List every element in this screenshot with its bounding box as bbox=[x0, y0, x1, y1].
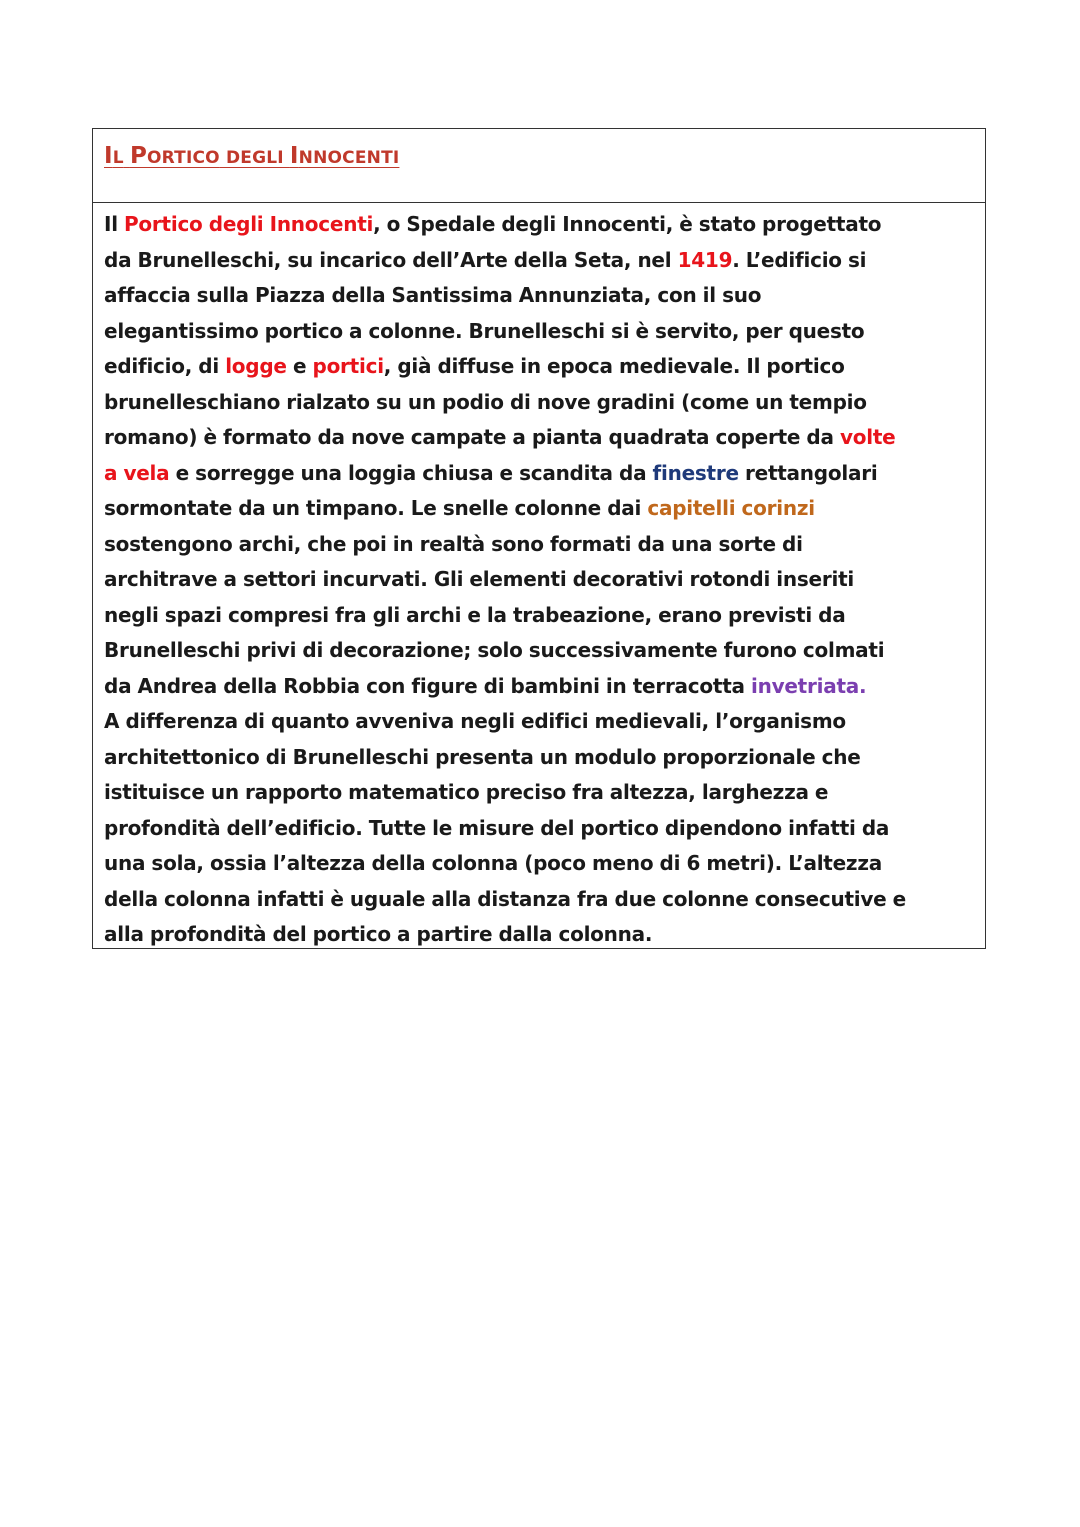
text-line: architrave a settori incurvati. Gli elementi decorativi rotondi inseriti bbox=[104, 567, 855, 591]
text-span: , già diffuse in epoca medievale. Il portico bbox=[383, 354, 845, 378]
text-span: e sorregge una loggia chiusa e scandita da bbox=[169, 460, 653, 485]
highlight-volte: volte bbox=[839, 425, 896, 449]
document-table bbox=[92, 128, 986, 949]
text-span: da Brunelleschi, su incarico dell’Arte della Seta, nel bbox=[104, 247, 678, 272]
title-degli: DEGLI bbox=[219, 148, 290, 168]
text-span: Il bbox=[104, 212, 125, 236]
text-line: architettonico di Brunelleschi presenta un modulo proporzionale che bbox=[104, 744, 861, 769]
text-line: negli spazi compresi fra gli archi e la trabeazione, erano previsti da bbox=[104, 602, 846, 627]
text-line: elegantissimo portico a colonne. Brunelleschi si è servito, per questo bbox=[104, 318, 865, 343]
text-span: . bbox=[859, 673, 867, 698]
text-line: una sola, ossia l’altezza della colonna (poco meno di 6 metri). L’altezza bbox=[104, 851, 882, 875]
highlight-invetriata: invetriata bbox=[750, 673, 860, 698]
text-line bbox=[104, 491, 979, 527]
text-span: edificio, di bbox=[104, 354, 226, 378]
text-line: sostengono archi, che poi in realtà sono formati da una sorte di bbox=[104, 531, 803, 556]
title-initial-i2: I bbox=[289, 143, 299, 169]
text-span: sormontate da un timpano. Le snelle colonne dai bbox=[104, 496, 648, 520]
highlight-finestre: finestre bbox=[652, 460, 739, 485]
text-line bbox=[104, 420, 979, 456]
text-line bbox=[104, 349, 979, 385]
text-line: istituisce un rapporto matematico preciso fra altezza, larghezza e bbox=[104, 780, 829, 804]
text-line bbox=[104, 669, 979, 705]
text-line: brunelleschiano rialzato su un podio di nove gradini (come un tempio bbox=[104, 389, 867, 414]
title-nnocenti: NNOCENTI bbox=[298, 148, 400, 168]
section-title bbox=[104, 143, 399, 169]
text-line: alla profondità del portico a partire dalla colonna. bbox=[104, 922, 653, 946]
highlight-a-vela: a vela bbox=[104, 460, 170, 485]
body-cell bbox=[93, 203, 985, 953]
title-cell bbox=[93, 129, 985, 203]
text-span: da Andrea della Robbia con figure di bambini in terracotta bbox=[104, 673, 751, 698]
text-span: e bbox=[286, 354, 313, 378]
text-span: , o Spedale degli Innocenti, è stato progettato bbox=[373, 212, 882, 236]
highlight-portico: Portico degli Innocenti bbox=[124, 212, 374, 236]
highlight-capitelli: capitelli corinzi bbox=[647, 496, 815, 520]
title-ortico: ORTICO bbox=[147, 148, 220, 168]
text-line: Brunelleschi privi di decorazione; solo successivamente furono colmati bbox=[104, 638, 885, 662]
text-line: profondità dell’edificio. Tutte le misure del portico dipendono infatti da bbox=[104, 815, 890, 840]
text-line: A differenza di quanto avveniva negli edifici medievali, l’organismo bbox=[104, 709, 846, 733]
title-letter-l: L bbox=[112, 148, 124, 168]
text-span: romano) è formato da nove campate a pianta quadrata coperte da bbox=[104, 425, 840, 449]
highlight-portici: portici bbox=[312, 354, 384, 378]
text-line bbox=[104, 207, 979, 243]
title-initial-p: P bbox=[129, 143, 147, 169]
text-line: affaccia sulla Piazza della Santissima Annunziata, con il suo bbox=[104, 283, 762, 307]
highlight-logge: logge bbox=[225, 354, 287, 378]
text-span: rettangolari bbox=[738, 460, 878, 485]
text-line bbox=[104, 243, 979, 279]
text-line bbox=[104, 456, 979, 492]
text-line: della colonna infatti è uguale alla distanza fra due colonne consecutive e bbox=[104, 886, 906, 911]
body-paragraph bbox=[104, 207, 979, 953]
highlight-year: 1419 bbox=[677, 247, 733, 272]
title-initial-i: I bbox=[104, 143, 113, 169]
text-span: . L’edificio si bbox=[732, 247, 867, 272]
